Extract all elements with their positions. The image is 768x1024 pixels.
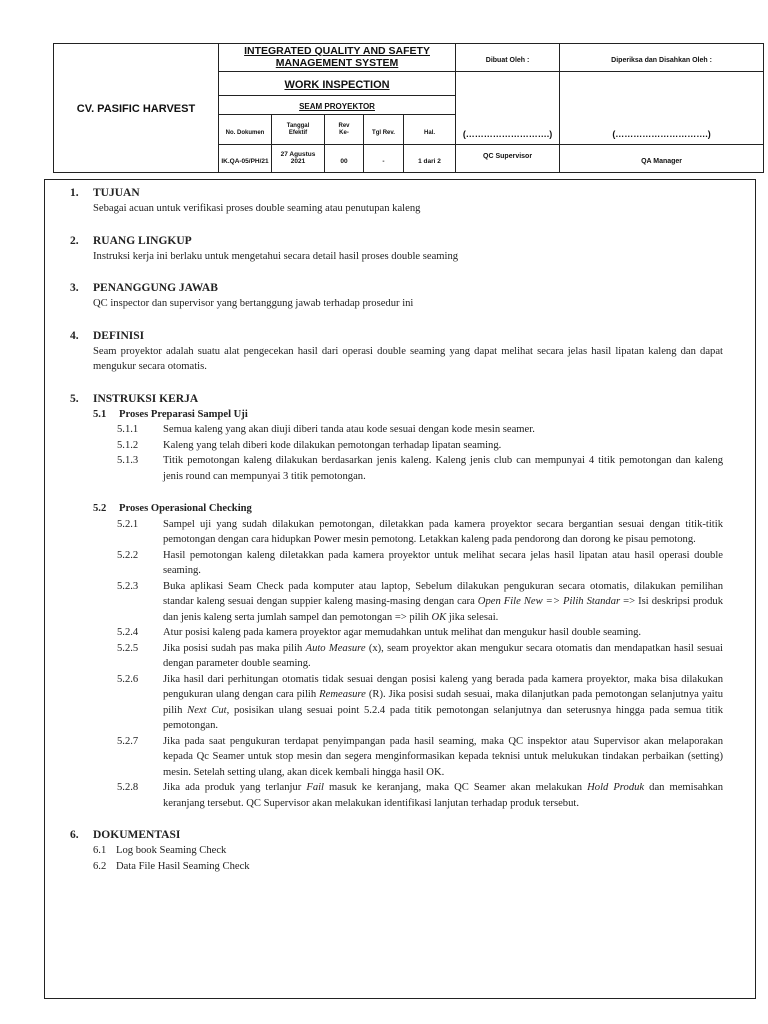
- section-instruksi-kerja: [70, 392, 723, 812]
- list-item: [70, 672, 723, 734]
- company-name: CV. PASIFIC HARVEST: [76, 103, 196, 115]
- item-text: Semua kaleng yang akan diuji diberi tanda atau kode sesuai dengan kode mesin seamer.: [163, 424, 535, 435]
- no-dokumen-value: IK.QA-05/PH/21: [221, 157, 269, 165]
- system-title-cell: [219, 44, 456, 72]
- section-text: Sebagai acuan untuk verifikasi proses double seaming atau penutupan kaleng: [93, 203, 421, 214]
- section-title: TUJUAN: [93, 187, 140, 199]
- diperiksa-cell: [560, 44, 764, 72]
- text-run: , posisikan ulang sesuai point 5.2.4 pada titik pemotongan selanjutnya dan seterusnya hingga pada semua titik pemotongan.: [163, 704, 723, 731]
- section-dokumentasi: [70, 828, 723, 874]
- hal-label: Hal.: [424, 129, 436, 136]
- signature-line-2: (………………………….): [612, 129, 711, 139]
- rev-ke-value: 00: [340, 157, 348, 165]
- tgl-rev-label: Tgl Rev.: [372, 129, 395, 136]
- item-number: 5.2.4: [117, 627, 139, 638]
- menu-option: Auto Measure: [305, 642, 366, 654]
- hal-value: 1 dari 2: [418, 157, 441, 165]
- section-definisi: [70, 329, 723, 375]
- text-run: dan memisahkan keranjang tersebut. QC Supervisor akan melakukan identifikasi lanjutan terhadap produk tersebut.: [163, 782, 723, 809]
- action-term: Hold Produk: [587, 782, 645, 793]
- section-text: Seam proyektor adalah suatu alat pengecekan hasil dari operasi double seaming yang dapat melihat secara jelas hasil lipatan kaleng dan dapat mengukur secara otomatis.: [93, 345, 723, 372]
- item-number: 5.1.1: [117, 424, 139, 435]
- tgl-rev-value: -: [382, 157, 385, 165]
- section-penanggung-jawab: [70, 281, 723, 312]
- dibuat-oleh-label: Dibuat Oleh :: [485, 56, 530, 64]
- list-item: [70, 625, 723, 641]
- list-item: [70, 548, 723, 579]
- list-item: [70, 859, 723, 875]
- item-number: 5.2.8: [117, 782, 139, 793]
- doc-subject-cell: [219, 96, 456, 115]
- document-header: [53, 43, 764, 173]
- menu-option: Next Cut: [187, 704, 227, 716]
- list-item: [70, 422, 723, 438]
- role-1-cell: [456, 145, 560, 173]
- list-item: [70, 780, 723, 811]
- company-cell: [54, 44, 219, 173]
- item-text: Jika pada saat pengukuran terdapat penyimpangan pada hasil seaming, maka QC inspektor atau Supervisor akan melaporakan kepada Qc Seamer untuk stop mesin dan segera menginformasikan kepada teknisi untuk melukukan tindakan perbaikan (setting) mesin. Setelah setting ulang, akan dicek kembali hingga hasil OK.: [163, 735, 723, 778]
- menu-option: Remeasure: [319, 689, 366, 700]
- section-ruang-lingkup: [70, 234, 723, 265]
- tanggal-efektif-value: 27 Agustus 2021: [280, 150, 316, 165]
- tanggal-value-cell: [272, 145, 325, 173]
- text-run: Jika posisi sudah pas maka pilih: [163, 642, 306, 654]
- item-number: 6.1: [93, 845, 107, 856]
- item-number: 5.2.5: [117, 642, 139, 654]
- tgl-rev-label-cell: [364, 115, 404, 145]
- section-number: 1.: [70, 187, 79, 199]
- hal-value-cell: [404, 145, 456, 173]
- section-title: RUANG LINGKUP: [93, 234, 192, 247]
- status-term: Fail: [306, 782, 324, 793]
- item-text: [163, 780, 723, 811]
- section-number: 2.: [70, 234, 79, 247]
- rev-label-cell: [325, 115, 364, 145]
- item-text: Hasil pemotongan kaleng diletakkan pada kamera proyektor untuk melihat secara jelas hasil lipatan atau hasil operasi double seaming.: [163, 549, 723, 576]
- tanggal-efektif-label: Tanggal Efektif: [286, 122, 310, 136]
- section-title: INSTRUKSI KERJA: [93, 392, 199, 405]
- text-run: => Isi deskripsi produk dan jenis kaleng serta jumlah sampel dan pemotongan => pilih: [163, 596, 723, 623]
- section-number: 3.: [70, 282, 79, 294]
- list-item: [70, 517, 723, 548]
- text-run: Jika hasil dari perhitungan otomatis tidak sesuai dengan posisi kaleng yang berada pada kamera proyektor, maka bisa dilakukan pengukuran ulang dengan cara pilih: [163, 673, 723, 700]
- signature-box-2: [560, 72, 764, 145]
- tanggal-label-cell: [272, 115, 325, 145]
- text-run: Buka aplikasi Seam Check pada komputer atau laptop, Sebelum dilakukan pengukuran secara otomatis, dilakukan pemilihan standar kaleng sesuai dengan suppier kaleng masing-masing dengan cara: [163, 580, 723, 607]
- rev-ke-label: Rev Ke-: [338, 122, 350, 136]
- section-number: 4.: [70, 329, 79, 342]
- menu-path: Open File New => Pilih Standar: [477, 596, 621, 607]
- system-title: INTEGRATED QUALITY AND SAFETY MANAGEMENT SYSTEM: [244, 44, 430, 69]
- item-text: Titik pemotongan kaleng dilakukan berdasarkan jenis kaleng. Kaleng jenis club can mempunyai 4 titik pemotongan dan kaleng jenis round can mempunyai 3 titik pemotongan.: [163, 455, 723, 482]
- subsection-5-2: [70, 501, 723, 517]
- signature-box-1: [456, 72, 560, 145]
- doc-type: WORK INSPECTION: [284, 78, 390, 91]
- text-run: (x), seam proyektor akan mengukur secara otomatis dan mendapatkan hasil sesuai dengan parameter double seaming.: [163, 642, 723, 669]
- hal-label-cell: [404, 115, 456, 145]
- document-body: [70, 186, 723, 874]
- item-text: Kaleng yang telah diberi kode dilakukan pemotongan terhadap lipatan seaming.: [163, 439, 502, 451]
- tgl-rev-value-cell: [364, 145, 404, 173]
- item-text: [163, 672, 723, 734]
- list-item: [70, 579, 723, 626]
- section-text: Instruksi kerja ini berlaku untuk mengetahui secara detail hasil proses double seaming: [93, 250, 459, 262]
- item-number: 5.2.2: [117, 549, 139, 561]
- list-item: [70, 843, 723, 859]
- subsection-5-1: [70, 407, 723, 423]
- item-number: 5.2.1: [117, 518, 139, 530]
- rev-value-cell: [325, 145, 364, 173]
- section-title: DOKUMENTASI: [93, 829, 181, 841]
- item-text: Atur posisi kaleng pada kamera proyektor agar memudahkan untuk melihat dan mengukur hasil double seaming.: [163, 627, 642, 638]
- item-text: [163, 579, 723, 626]
- section-number: 6.: [70, 829, 79, 841]
- section-text: QC inspector dan supervisor yang bertanggung jawab terhadap prosedur ini: [93, 298, 414, 309]
- no-dokumen-label: No. Dokumen: [225, 129, 265, 136]
- section-number: 5.: [70, 392, 79, 405]
- list-item: [70, 438, 723, 454]
- item-number: 5.1.2: [117, 439, 139, 451]
- item-text: Log book Seaming Check: [116, 845, 227, 856]
- text-run: jika selesai.: [446, 611, 499, 623]
- no-dokumen-label-cell: [219, 115, 272, 145]
- menu-option: OK: [431, 611, 447, 623]
- text-run: masuk ke keranjang, maka QC Seamer akan melakukan: [324, 782, 588, 793]
- item-text: Sampel uji yang sudah dilakukan pemotongan, diletakkan pada kamera proyektor secara bergantian sesuai dengan titik-titik pemotongan dengan cara hidupkan Power mesin pemotong. Letakkan kaleng pada pendorong dan dorong ke pisau pemotong.: [163, 518, 723, 545]
- role-qc-supervisor: QC Supervisor: [483, 153, 533, 160]
- item-text: Data File Hasil Seaming Check: [116, 860, 250, 872]
- item-number: 5.1.3: [117, 455, 139, 466]
- subsection-number: 5.2: [93, 503, 107, 514]
- item-number: 5.2.7: [117, 735, 139, 747]
- list-item: [70, 641, 723, 672]
- text-run: (R). Jika posisi sudah sesuai, maka dilanjutkan pada pemotongan selanjutnya yaitu pilih: [163, 689, 723, 716]
- item-text: [163, 641, 723, 672]
- dibuat-oleh-cell: [456, 44, 560, 72]
- item-number: 5.2.3: [117, 580, 139, 592]
- role-qa-manager: QA Manager: [641, 157, 683, 165]
- section-title: DEFINISI: [93, 329, 145, 342]
- doc-subject: SEAM PROYEKTOR: [299, 102, 375, 111]
- no-dokumen-value-cell: [219, 145, 272, 173]
- subsection-number: 5.1: [93, 408, 107, 420]
- subsection-title: Proses Preparasi Sampel Uji: [119, 408, 248, 420]
- subsection-title: Proses Operasional Checking: [119, 503, 252, 514]
- item-number: 6.2: [93, 860, 107, 872]
- signature-line-1: (……………………….): [462, 129, 553, 139]
- list-item: [70, 734, 723, 781]
- section-tujuan: [70, 186, 723, 217]
- diperiksa-label: Diperiksa dan Disahkan Oleh :: [611, 56, 712, 64]
- item-number: 5.2.6: [117, 673, 139, 685]
- list-item: [70, 453, 723, 484]
- text-run: Jika ada produk yang terlanjur: [163, 782, 307, 793]
- role-2-cell: [560, 145, 764, 173]
- section-title: PENANGGUNG JAWAB: [93, 282, 218, 294]
- doc-type-cell: [219, 72, 456, 96]
